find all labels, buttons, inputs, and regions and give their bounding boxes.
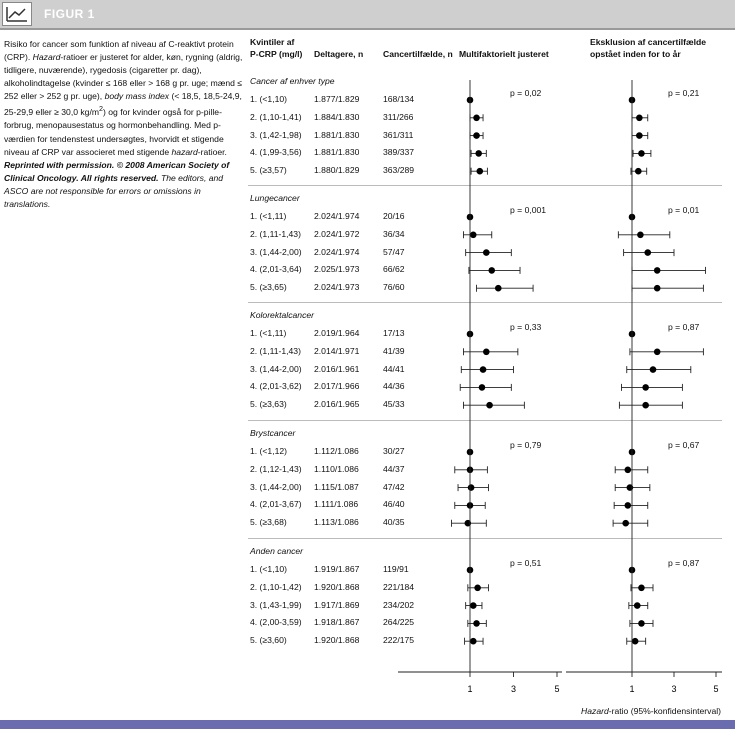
hazard-ratio-point bbox=[483, 249, 490, 256]
hazard-ratio-point bbox=[637, 232, 644, 239]
row-cases: 168/134 bbox=[383, 94, 415, 104]
row-cases: 44/41 bbox=[383, 363, 405, 374]
hazard-ratio-point bbox=[486, 402, 493, 409]
row-participants: 1.877/1.829 bbox=[314, 94, 360, 104]
hazard-ratio-point bbox=[622, 520, 629, 527]
row-participants: 2.016/1.965 bbox=[314, 399, 360, 410]
caption-part: Risiko for cancer som funktion af niveau af C-reaktivt protein (CRP). bbox=[4, 39, 234, 63]
row-quintile-label: 4. (1,99-3,56) bbox=[250, 147, 302, 158]
row-participants: 2.024/1.974 bbox=[314, 246, 360, 257]
hazard-ratio-point bbox=[488, 267, 495, 274]
row-cases: 40/35 bbox=[383, 517, 405, 528]
row-cases: 30/27 bbox=[383, 446, 405, 456]
row-quintile-label: 2. (1,11-1,43) bbox=[250, 228, 301, 239]
hazard-ratio-point bbox=[470, 602, 477, 609]
hazard-ratio-point bbox=[636, 115, 643, 122]
row-participants: 1.113/1.086 bbox=[314, 517, 359, 528]
row-participants: 2.019/1.964 bbox=[314, 328, 360, 338]
row-participants: 2.025/1.973 bbox=[314, 264, 360, 275]
row-participants: 1.111/1.086 bbox=[314, 499, 359, 510]
row-participants: 2.014/1.971 bbox=[314, 345, 360, 356]
row-quintile-label: 5. (≥3,63) bbox=[250, 399, 287, 410]
row-quintile-label: 2. (1,11-1,43) bbox=[250, 345, 301, 356]
row-cases: 234/202 bbox=[383, 599, 415, 610]
permission-bold: Reprinted with permission. © 2008 American Society of Clinical Oncology. All rights reserved. bbox=[4, 159, 230, 183]
group-title: Cancer af enhver type bbox=[250, 76, 335, 86]
header-participants: Deltagere, n bbox=[314, 49, 364, 59]
hazard-ratio-point bbox=[634, 602, 641, 609]
row-quintile-label: 4. (2,01-3,67) bbox=[250, 499, 302, 510]
hazard-ratio-point bbox=[479, 384, 486, 391]
x-tick-label: 1 bbox=[629, 684, 635, 694]
hazard-ratio-point bbox=[638, 620, 645, 627]
row-participants: 1.920/1.868 bbox=[314, 581, 360, 592]
row-cases: 44/36 bbox=[383, 381, 405, 392]
row-cases: 66/62 bbox=[383, 264, 405, 275]
row-cases: 363/289 bbox=[383, 165, 415, 176]
bottom-bar bbox=[0, 720, 735, 729]
hazard-ratio-point bbox=[635, 168, 642, 175]
row-quintile-label: 5. (≥3,65) bbox=[250, 282, 287, 293]
row-participants: 1.112/1.086 bbox=[314, 446, 359, 456]
hazard-ratio-point bbox=[644, 249, 651, 256]
row-cases: 119/91 bbox=[383, 564, 409, 574]
caption-part: -ratioer. bbox=[197, 146, 227, 157]
hazard-ratio-point bbox=[632, 638, 639, 645]
hazard-ratio-point bbox=[654, 349, 661, 356]
hazard-ratio-point bbox=[476, 168, 483, 175]
hazard-ratio-point bbox=[474, 585, 481, 592]
x-tick-label: 3 bbox=[510, 684, 517, 694]
group-title: Kolorektalcancer bbox=[250, 310, 315, 320]
row-cases: 20/16 bbox=[383, 211, 405, 221]
hazard-ratio-point bbox=[473, 115, 480, 122]
row-participants: 2.017/1.966 bbox=[314, 381, 360, 392]
row-participants: 1.917/1.869 bbox=[314, 599, 360, 610]
group-title: Lungecancer bbox=[250, 193, 300, 203]
row-quintile-label: 4. (2,01-3,64) bbox=[250, 264, 302, 275]
row-cases: 45/33 bbox=[383, 399, 405, 410]
caption-part: 2 bbox=[99, 105, 103, 114]
x-axis-label: Hazard-ratio (95%-konfidensinterval) bbox=[581, 706, 721, 716]
hazard-ratio-point bbox=[625, 502, 632, 509]
row-quintile-label: 1. (<1,10) bbox=[250, 564, 288, 574]
p-value-adjusted: p = 0,02 bbox=[510, 88, 542, 98]
row-quintile-label: 3. (1,43-1,99) bbox=[250, 599, 302, 610]
hazard-ratio-point bbox=[470, 232, 477, 239]
hazard-ratio-point bbox=[642, 384, 649, 391]
row-cases: 47/42 bbox=[383, 481, 405, 492]
caption-part: hazard bbox=[171, 146, 198, 157]
hazard-ratio-point bbox=[650, 366, 657, 373]
row-quintile-label: 1. (<1,10) bbox=[250, 94, 288, 104]
hazard-ratio-point bbox=[654, 267, 661, 274]
row-quintile-label: 5. (≥3,57) bbox=[250, 165, 287, 176]
row-cases: 36/34 bbox=[383, 228, 405, 239]
permission-rest: The editors, and ASCO are not responsible for errors or omissions in translations. bbox=[4, 172, 224, 209]
hazard-ratio-point bbox=[468, 484, 475, 491]
row-quintile-label: 3. (1,44-2,00) bbox=[250, 481, 302, 492]
hazard-ratio-point bbox=[654, 285, 661, 292]
row-cases: 222/175 bbox=[383, 635, 415, 646]
row-participants: 1.881/1.830 bbox=[314, 129, 360, 140]
row-participants: 1.920/1.868 bbox=[314, 635, 360, 646]
row-cases: 361/311 bbox=[383, 129, 414, 140]
row-quintile-label: 1. (<1,11) bbox=[250, 328, 287, 338]
row-participants: 2.024/1.972 bbox=[314, 228, 360, 239]
hazard-ratio-point bbox=[473, 132, 480, 139]
p-value-adjusted: p = 0,79 bbox=[510, 440, 542, 450]
row-cases: 311/266 bbox=[383, 111, 414, 122]
row-quintile-label: 2. (1,12-1,43) bbox=[250, 463, 302, 474]
row-participants: 1.918/1.867 bbox=[314, 617, 360, 628]
hazard-ratio-point bbox=[638, 150, 645, 157]
hazard-ratio-point bbox=[470, 638, 477, 645]
p-value-exclusion: p = 0,01 bbox=[668, 205, 700, 215]
hazard-ratio-point bbox=[473, 620, 480, 627]
row-participants: 1.115/1.087 bbox=[314, 481, 359, 492]
row-quintile-label: 3. (1,44-2,00) bbox=[250, 246, 302, 257]
figure-label: FIGUR 1 bbox=[44, 7, 95, 21]
row-cases: 389/337 bbox=[383, 147, 415, 158]
row-quintile-label: 3. (1,42-1,98) bbox=[250, 129, 302, 140]
row-participants: 1.880/1.829 bbox=[314, 165, 360, 176]
row-participants: 2.024/1.974 bbox=[314, 211, 360, 221]
p-value-exclusion: p = 0,87 bbox=[668, 558, 700, 568]
hazard-ratio-point bbox=[480, 366, 487, 373]
row-quintile-label: 1. (<1,11) bbox=[250, 211, 287, 221]
p-value-adjusted: p = 0,33 bbox=[510, 322, 542, 332]
row-quintile-label: 2. (1,10-1,41) bbox=[250, 111, 302, 122]
row-participants: 1.919/1.867 bbox=[314, 564, 360, 574]
row-quintile-label: 4. (2,00-3,59) bbox=[250, 617, 302, 628]
row-cases: 57/47 bbox=[383, 246, 405, 257]
x-tick-label: 1 bbox=[467, 684, 473, 694]
row-cases: 41/39 bbox=[383, 345, 405, 356]
group-title: Brystcancer bbox=[250, 428, 296, 438]
hazard-ratio-point bbox=[638, 585, 645, 592]
row-participants: 1.881/1.830 bbox=[314, 147, 360, 158]
p-value-adjusted: p = 0,51 bbox=[510, 558, 542, 568]
row-cases: 17/13 bbox=[383, 328, 405, 338]
row-cases: 44/37 bbox=[383, 463, 405, 474]
row-quintile-label: 2. (1,10-1,42) bbox=[250, 581, 302, 592]
row-quintile-label: 1. (<1,12) bbox=[250, 446, 288, 456]
header-quintile: Kvintiler af P-CRP (mg/l) bbox=[250, 37, 303, 59]
caption-part: ) og for kvinder også for p-pille-forbrug, menopausestatus og hormonbehandling. Med p-værdien for tendenstest undersøgtes, hvorvidt et stigende niveau af CRP var associeret med stigende bbox=[4, 107, 224, 157]
caption-part: Hazard bbox=[32, 52, 61, 63]
row-cases: 76/60 bbox=[383, 282, 405, 293]
row-cases: 46/40 bbox=[383, 499, 405, 510]
caption-part: (< 18,5, 18,5-24,9, 25-29,9 eller ≥ 30,0 kg/m bbox=[4, 91, 242, 118]
hazard-ratio-point bbox=[483, 349, 490, 356]
row-quintile-label: 5. (≥3,60) bbox=[250, 635, 287, 646]
x-tick-label: 5 bbox=[554, 684, 560, 694]
header-cases: Cancertilfælde, n bbox=[383, 49, 453, 59]
row-quintile-label: 3. (1,44-2,00) bbox=[250, 363, 302, 374]
row-participants: 2.016/1.961 bbox=[314, 363, 360, 374]
x-tick-label: 3 bbox=[671, 684, 677, 694]
row-participants: 2.024/1.973 bbox=[314, 282, 360, 293]
p-value-exclusion: p = 0,21 bbox=[668, 88, 700, 98]
row-quintile-label: 4. (2,01-3,62) bbox=[250, 381, 302, 392]
p-value-exclusion: p = 0,67 bbox=[668, 440, 700, 450]
hazard-ratio-point bbox=[625, 467, 632, 474]
header-adjusted: Multifaktorielt justeret bbox=[459, 49, 549, 59]
hazard-ratio-point bbox=[495, 285, 502, 292]
row-participants: 1.884/1.830 bbox=[314, 111, 360, 122]
hazard-ratio-point bbox=[636, 132, 643, 139]
caption-part: -ratioer er justeret for alder, køn, rygning (aldrig, tidligere, nuværende), rygedosis (cigaretter pr. dag), alkoholindtagelse (kvinder ≤ 168 eller > 168 g pr. uge; mænd ≤ 252 eller > 252 g pr. uge), bbox=[4, 52, 243, 102]
row-participants: 1.110/1.086 bbox=[314, 463, 359, 474]
row-quintile-label: 5. (≥3,68) bbox=[250, 517, 287, 528]
row-cases: 264/225 bbox=[383, 617, 415, 628]
header-exclusion: Eksklusion af cancertilfælde opstået inden for to år bbox=[590, 37, 707, 59]
hazard-ratio-point bbox=[475, 150, 482, 157]
row-cases: 221/184 bbox=[383, 581, 415, 592]
x-tick-label: 5 bbox=[713, 684, 719, 694]
p-value-adjusted: p = 0,001 bbox=[510, 205, 547, 215]
p-value-exclusion: p = 0,87 bbox=[668, 322, 700, 332]
hazard-ratio-point bbox=[642, 402, 649, 409]
caption-part: body mass index bbox=[104, 91, 170, 102]
group-title: Anden cancer bbox=[250, 546, 304, 556]
